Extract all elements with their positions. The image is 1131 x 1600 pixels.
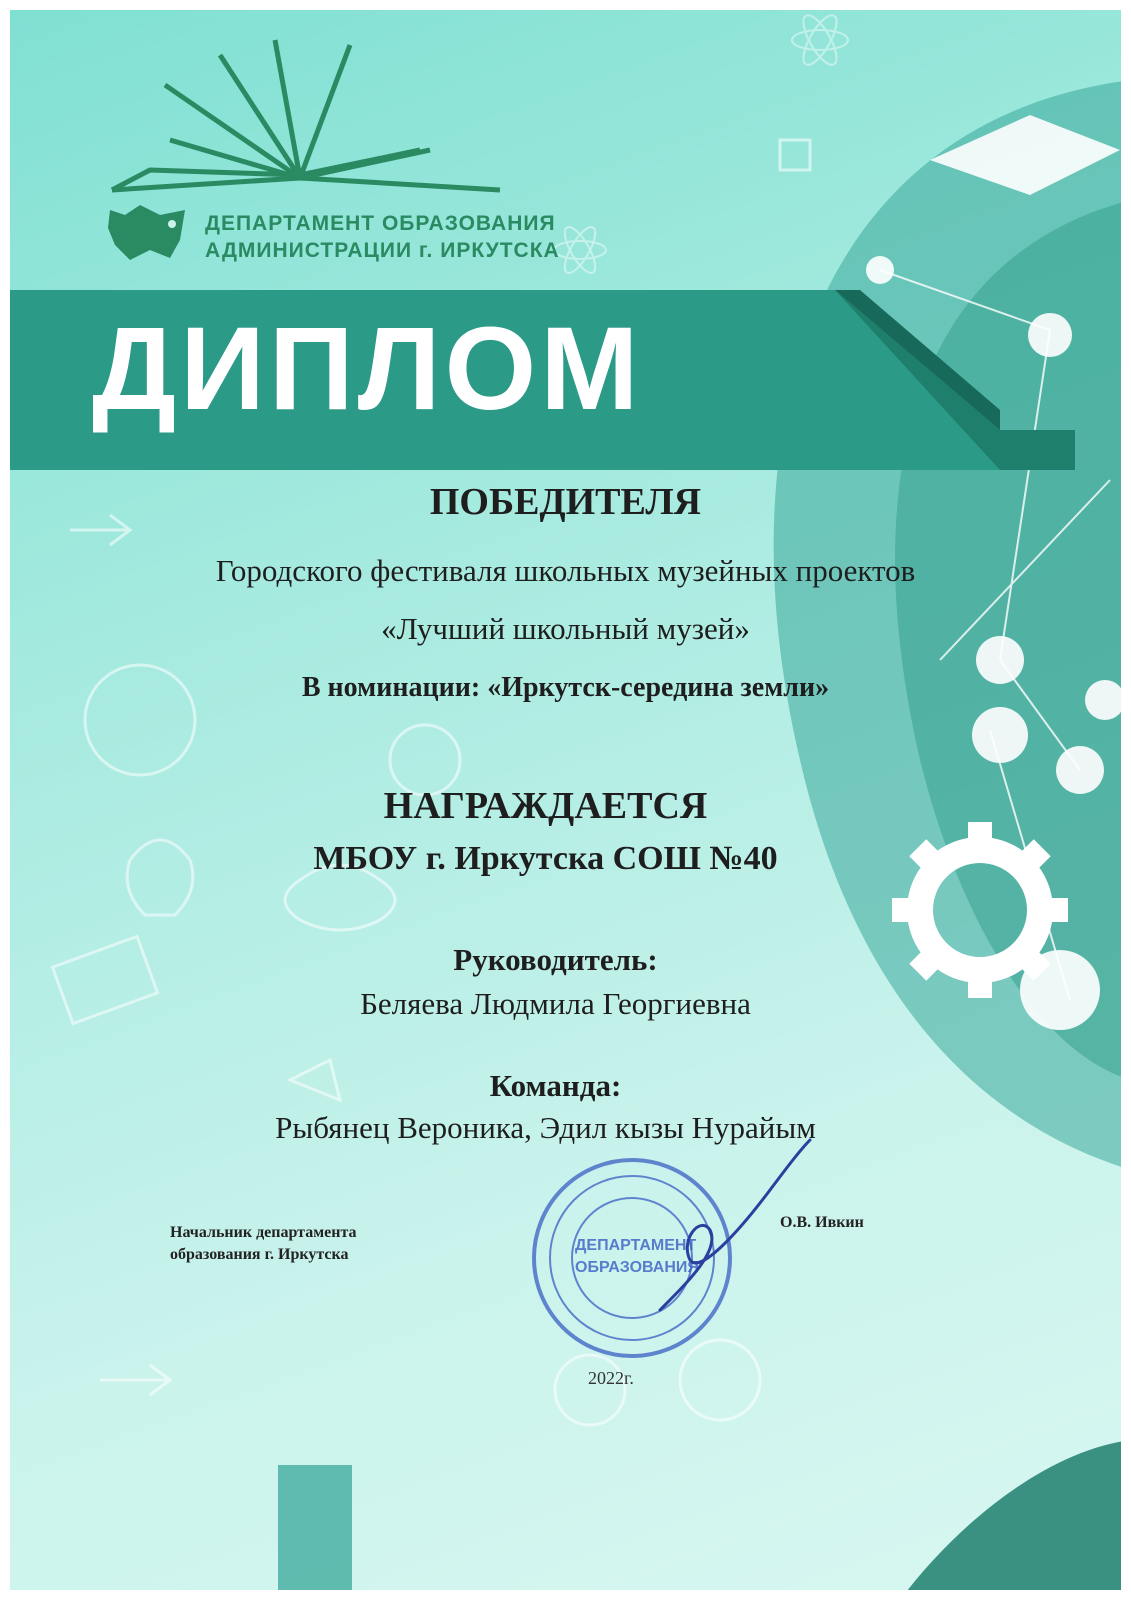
- nomination: В номинации: «Иркутск-середина земли»: [301, 672, 830, 703]
- signatory-position: [170, 1222, 357, 1266]
- stamp-text-1: ДЕПАРТАМЕНТ: [575, 1237, 697, 1254]
- department-line-1: ДЕПАРТАМЕНТ ОБРАЗОВАНИЯ: [205, 212, 556, 235]
- awarded-label: НАГРАЖДАЕТСЯ: [383, 785, 708, 827]
- signatory-name: О.В. Ивкин: [780, 1214, 864, 1231]
- department-line-2: АДМИНИСТРАЦИИ г. ИРКУТСКА: [205, 239, 560, 262]
- festival-line-2: «Лучший школьный музей»: [381, 611, 750, 646]
- subtitle-winner: ПОБЕДИТЕЛЯ: [429, 481, 702, 523]
- team-names: Рыбянец Вероника, Эдил кызы Нурайым: [275, 1110, 816, 1145]
- irkutsk-babr-emblem-icon: [108, 205, 185, 260]
- diploma-title: ДИПЛОМ: [92, 303, 643, 435]
- decor-green-box: [278, 1465, 352, 1600]
- signatory-position-line-1: Начальник департамента: [170, 1224, 357, 1241]
- stamp-text-2: ОБРАЗОВАНИЯ: [575, 1259, 699, 1276]
- decor-corner-swirl: [900, 1440, 1131, 1600]
- department-name: [205, 210, 560, 264]
- leader-name: Беляева Людмила Георгиевна: [360, 986, 751, 1021]
- festival-line-1: Городского фестиваля школьных музейных проектов: [215, 553, 916, 588]
- decor-atoms: [554, 11, 848, 277]
- official-stamp: [534, 1160, 730, 1356]
- issue-year: 2022г.: [588, 1368, 634, 1388]
- signatory-position-line-2: образования г. Иркутска: [170, 1246, 349, 1263]
- team-label: Команда:: [489, 1068, 622, 1103]
- awarded-name: МБОУ г. Иркутска СОШ №40: [313, 840, 778, 877]
- leader-label: Руководитель:: [453, 942, 658, 977]
- book-icon: [112, 40, 500, 190]
